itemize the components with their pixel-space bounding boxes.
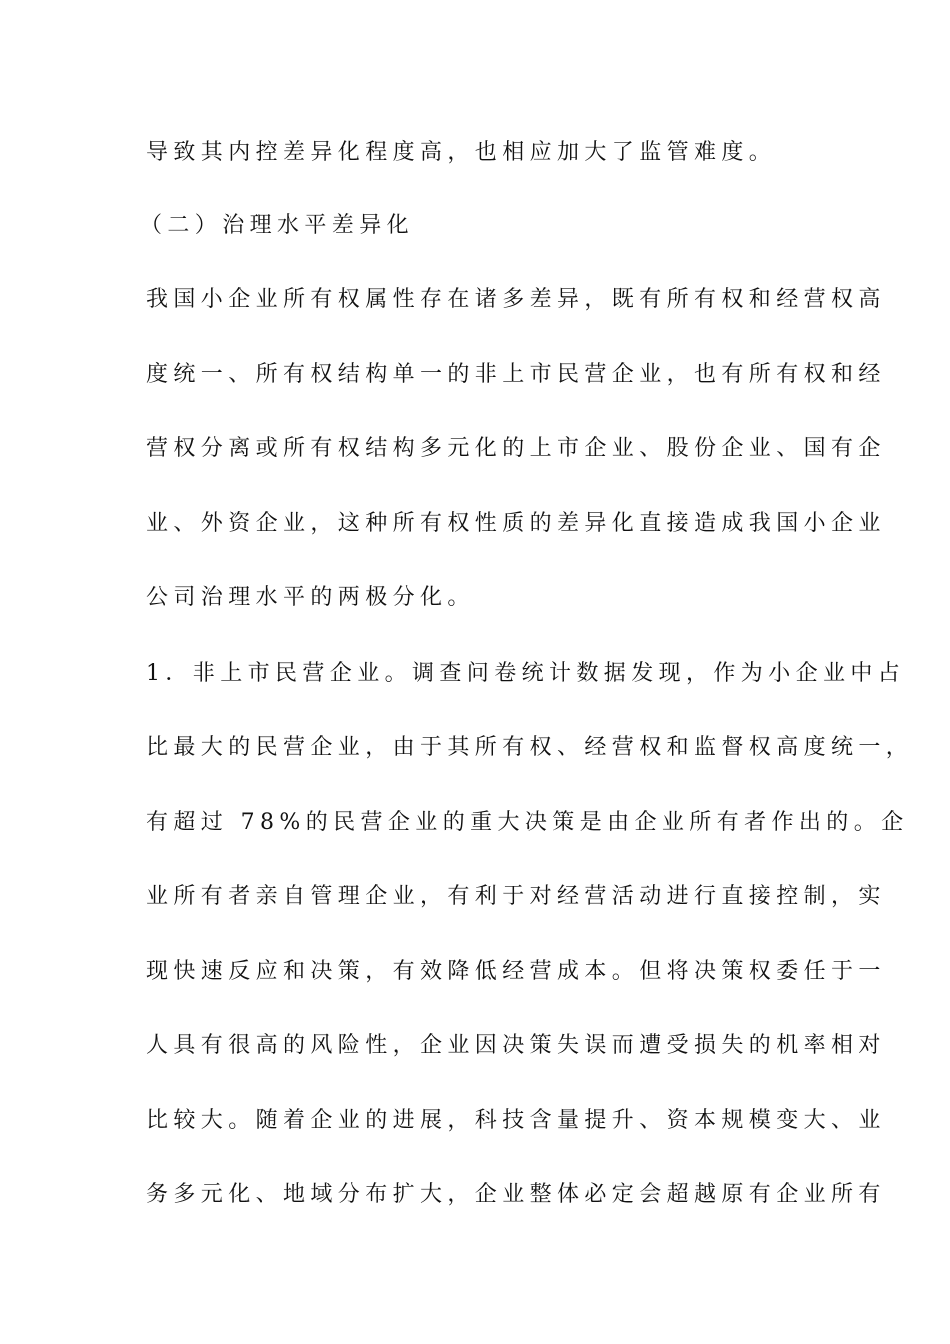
body-text-line: 有超过 78%的民营企业的重大决策是由企业所有者作出的。企: [146, 810, 909, 835]
body-text-line: 营权分离或所有权结构多元化的上市企业、股份企业、国有企: [146, 436, 886, 461]
body-text-line: 公司治理水平的两极分化。: [146, 585, 475, 610]
section-heading: （二）治理水平差异化: [140, 213, 415, 238]
body-text-line: 比最大的民营企业，由于其所有权、经营权和监督权高度统一，: [146, 735, 914, 760]
body-text-line: 现快速反应和决策，有效降低经营成本。但将决策权委任于一: [146, 959, 886, 984]
body-text-line: 我国小企业所有权属性存在诸多差异，既有所有权和经营权高: [146, 287, 886, 312]
numbered-paragraph-start: 1．非上市民营企业。调查问卷统计数据发现，作为小企业中占: [146, 661, 906, 686]
body-text-line: 导致其内控差异化程度高，也相应加大了监管难度。: [146, 140, 777, 165]
body-text-line: 务多元化、地域分布扩大，企业整体必定会超越原有企业所有: [146, 1182, 886, 1207]
body-text-line: 度统一、所有权结构单一的非上市民营企业，也有所有权和经: [146, 362, 886, 387]
body-text-line: 比较大。随着企业的进展，科技含量提升、资本规模变大、业: [146, 1108, 886, 1133]
body-text-line: 业所有者亲自管理企业，有利于对经营活动进行直接控制，实: [146, 884, 886, 909]
body-text-line: 业、外资企业，这种所有权性质的差异化直接造成我国小企业: [146, 511, 886, 536]
body-text-line: 人具有很高的风险性，企业因决策失误而遭受损失的机率相对: [146, 1033, 886, 1058]
